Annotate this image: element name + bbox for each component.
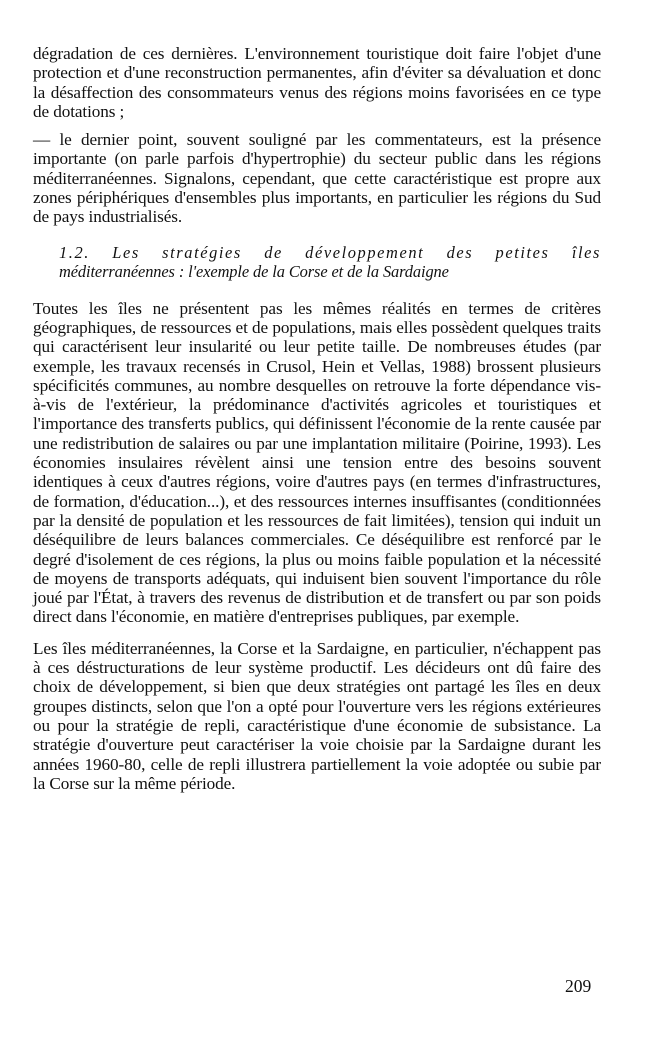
paragraph-continuation: dégradation de ces dernières. L'environnement touristique doit faire l'objet d'une protection et d'une reconstruction permanentes, afin d'éviter sa dévaluation et donc la désaffection des consommateurs venus des régions moins favorisées en ce type de dotations ; [33, 44, 601, 121]
paragraph-dash-item: — le dernier point, souvent souligné par les commentateurs, est la présence importante (on parle parfois d'hypertrophie) du secteur public dans les régions méditerranéennes. Signalons, cependant, que cette caractéristique est propre aux zones périphériques d'ensembles plus importants, en particulier les régions du Sud de pays industrialisés. [33, 130, 601, 227]
paragraph-islands-traits: Toutes les îles ne présentent pas les mêmes réalités en termes de critères géographiques, de ressources et de populations, mais elles possèdent quelques traits qui caractérisent leur insularité ou leur petite taille. De nombreuses études (par exemple, les travaux recensés in Crusol, Hein et Vellas, 1988) brossent plusieurs spécificités communes, au nombre desquelles on retrouve la forte dépendance vis-à-vis de l'extérieur, la prédominance d'activités agricoles et touristiques et l'importance des transferts publics, qui définissent l'économie de la rente causée par une redistribution de salaires ou par une implantation militaire (Poirine, 1993). Les économies insulaires révèlent ainsi une tension entre des besoins souvent identiques à ceux d'autres régions, voire d'autres pays (en termes d'infrastructures, de formation, d'éducation...), et des ressources internes insuffisantes (conditionnées par la densité de population et les ressources de fait limitées), tension qui induit un déséquilibre de leurs balances commerciales. Ce déséquilibre est renforcé par le degré d'isolement de ces régions, la plus ou moins faible population et la nécessité de moyens de transports adéquats, qui induisent bien souvent l'importance du rôle joué par l'État, à travers des revenus de distribution et de transfert ou par son poids direct dans l'économie, en matière d'entreprises publiques, par exemple. [33, 298, 601, 627]
paragraph-mediterranean-islands: Les îles méditerranéennes, la Corse et la Sardaigne, en particulier, n'échappent pas à ces déstructurations de leur système productif. Les décideurs ont dû faire des choix de développement, si bien que deux stratégies ont partagé les îles en deux groupes distincts, selon que l'on a opté pour l'ouverture vers les régions extérieures ou pour la stratégie de repli, caractéristique d'une économie de subsistance. La stratégie d'ouverture peut caractériser la voie choisie par la Sardaigne durant les années 1960-80, celle de repli illustrera partiellement la voie adoptée ou subie par la Corse sur la même période. [33, 638, 601, 793]
section-heading-line-2: méditerranéennes : l'exemple de la Corse et de la Sardaigne [59, 261, 449, 281]
section-heading [59, 243, 601, 281]
section-heading-line-1: 1.2. Les stratégies de développement des petites îles [59, 242, 601, 262]
page-body [33, 44, 601, 793]
page-number: 209 [565, 976, 592, 996]
